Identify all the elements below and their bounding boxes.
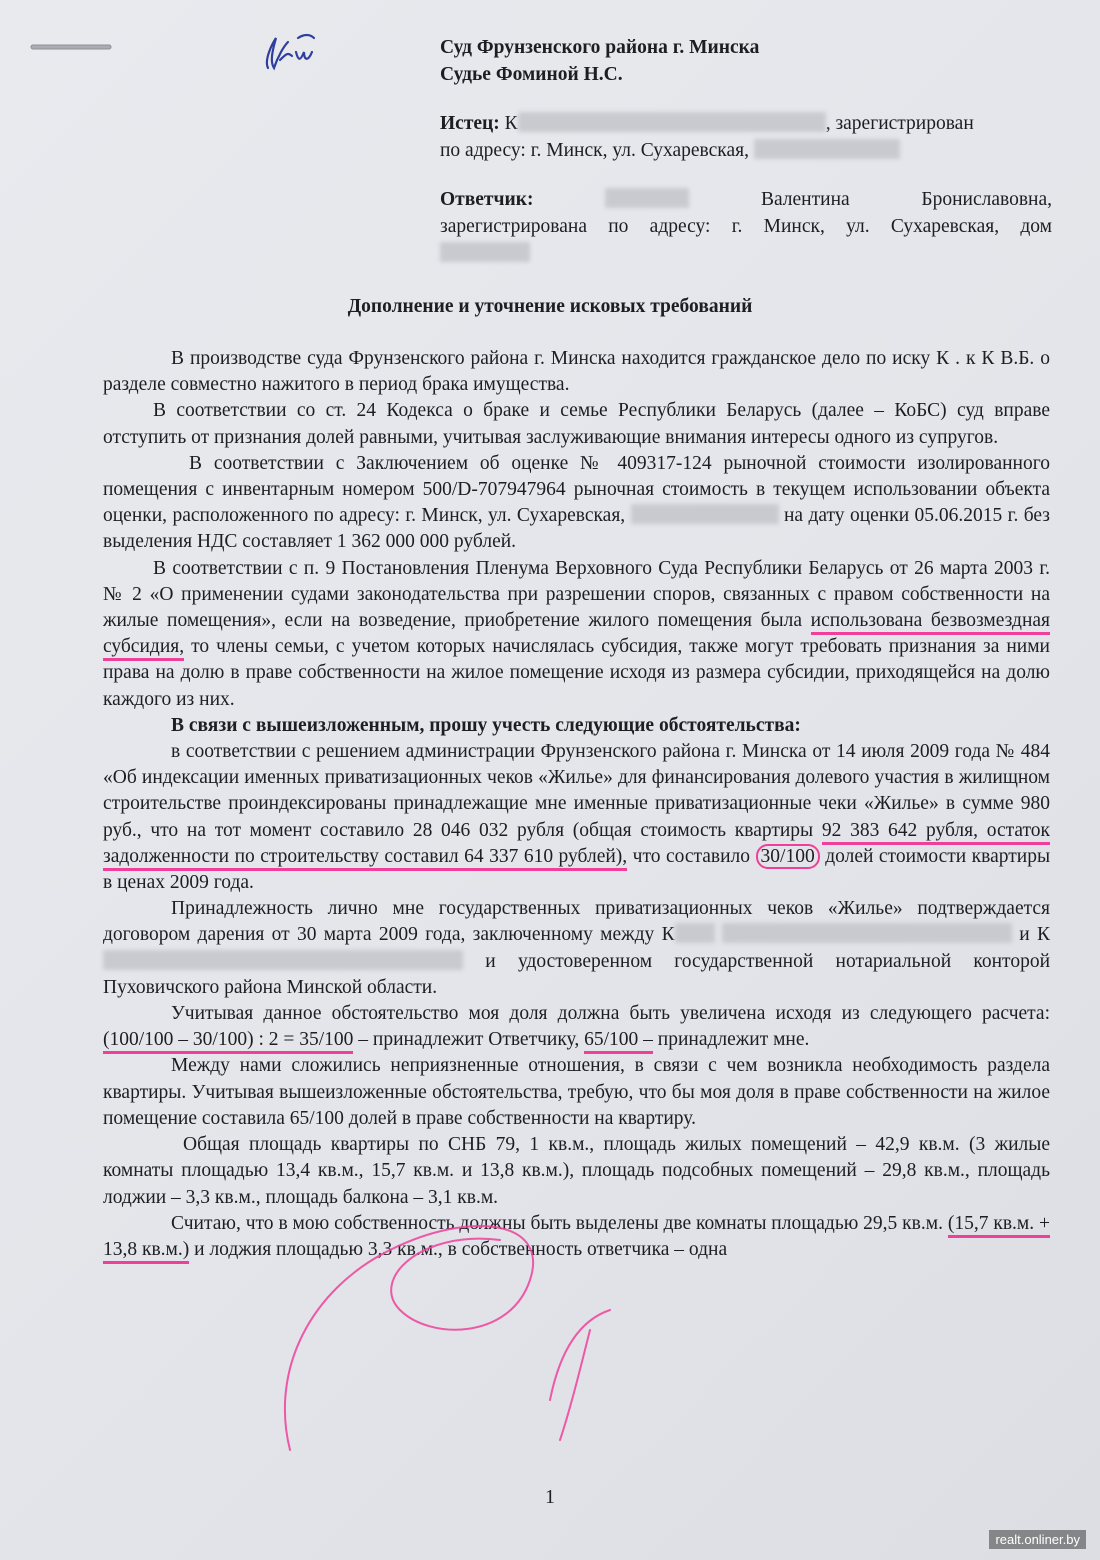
highlight-apartment-cost: 92 383 642 рубля, остаток задолженности по строительству составил 64 337 610 рублей), [103, 820, 1050, 871]
paragraph-6-text-c: долей стоимости квартиры в ценах 2009 года. [103, 845, 1051, 894]
redacted-defendant-house [440, 242, 530, 262]
document-body [103, 346, 1050, 1263]
plaintiff-label: Истец: [440, 113, 500, 134]
defendant-line [440, 186, 1052, 213]
paragraph-5-bold: В связи с вышеизложенным, прошу учесть следующие обстоятельства: [171, 714, 801, 736]
paragraph-3-text: В соответствии с Заключением об оценке № 409317-124 рыночной стоимости изолированного помещения с инвентарным номером 500/D-707947964 рыночная стоимость в текущем использовании объекта оценки, расположенного по адресу: г. Минск, ул. Сухаревская, [103, 452, 1050, 527]
document-title: Дополнение и уточнение исковых требований [347, 296, 753, 317]
highlight-share-65: 65/100 – [584, 1029, 653, 1054]
plaintiff-line [440, 110, 1052, 137]
paragraph-4-text-a: В соответствии с п. 9 Постановления Пленума Верховного Суда Республики Беларусь от 26 марта 2003 г. № 2 «О применении судами законодательства при разрешении споров, связанных с правом собственности на жилые помещения», если на возведение, приобретение жилого помещения была [103, 557, 1050, 632]
paragraph-6-text-a: в соответствии с решением администрации Фрунзенского района г. Минска от 14 июля 2009 года № 484 «Об индексации именных приватизационных чеков «Жилье» для финансирования долевого участия в жилищном строительстве проиндексированы принадлежащие мне именные приватизационные чеки «Жилье» в сумме 980 руб., что на тот момент составило 28 046 032 рубля (общая стоимость квартиры [103, 741, 1050, 841]
highlight-rooms: (15,7 кв.м. + 13,8 кв.м.) [103, 1213, 1050, 1264]
paragraph-7 [103, 896, 1050, 1001]
staple-icon [30, 44, 112, 50]
paragraph-8-text-b: – принадлежит Ответчику, [358, 1029, 580, 1051]
highlight-calculation: (100/100 – 30/100) : 2 = 35/100 [103, 1029, 353, 1054]
page-number: 1 [545, 1486, 555, 1508]
paragraph-8 [103, 1001, 1050, 1053]
redacted-defendant-surname [605, 188, 689, 208]
paragraph-7-text-b: и К [1019, 924, 1050, 946]
paragraph-6-text-b: что составило [632, 845, 751, 867]
defendant-label: Ответчик: [440, 189, 534, 210]
redacted-name-1 [675, 923, 715, 943]
highlight-subsidy: использована безвозмездная субсидия, [103, 610, 1050, 661]
watermark: realt.onliner.by [989, 1530, 1086, 1549]
defendant-address: зарегистрирована по адресу: г. Минск, ул. Сухаревская, дом [440, 216, 1052, 237]
redacted-name-3 [103, 950, 463, 970]
plaintiff-registered: , зарегистрирован [825, 113, 974, 134]
plaintiff-address: по адресу: г. Минск, ул. Сухаревская, [440, 140, 749, 161]
paragraph-6 [103, 739, 1050, 896]
redacted-name-2 [722, 923, 1012, 943]
addressee-block [440, 34, 1052, 267]
paragraph-4 [103, 556, 1050, 713]
paragraph-11-text-a: Считаю, что в мою собственность должны быть выделены две комнаты площадью 29,5 кв.м. [171, 1212, 943, 1234]
defendant-name: Валентина Бронислaвовна, [760, 189, 1052, 210]
paragraph-3 [103, 451, 1050, 556]
court-name: Суд Фрунзенского района г. Минска [440, 37, 760, 58]
redacted-plaintiff-name [518, 112, 826, 132]
paragraph-1: В производстве суда Фрунзенского района г. Минска находится гражданское дело по иску К . к К В.Б. о разделе совместно нажитого в период брака имущества. [103, 348, 1050, 396]
paragraph-10: Общая площадь квартиры по СНБ 79, 1 кв.м., площадь жилых помещений – 42,9 кв.м. (3 жилые комнаты площадью 13,4 кв.м., 15,7 кв.м. и 13,8 кв.м.), площадь подсобных помещений – 29,8 кв.м., площадь лоджии – 3,3 кв.м., площадь балкона – 3,1 кв.м. [103, 1134, 1050, 1208]
plaintiff-address-line [440, 137, 1052, 164]
paragraph-7-text-a: Принадлежность лично мне государственных приватизационных чеков «Жилье» подтверждается договором дарения от 30 марта 2009 года, заключенному между К [103, 898, 1050, 946]
defendant-address-redacted [440, 240, 1052, 267]
paragraph-11-text-b: и лоджия площадью 3,3 кв.м., в собственность ответчика – одна [194, 1238, 728, 1260]
circled-share-30: 30/100 [756, 844, 820, 869]
paragraph-2: В соответствии со ст. 24 Кодекса о браке и семье Республики Беларусь (далее – КоБС) суд вправе отступить от признания долей равными, учитывая заслуживающие внимания интересы одного из супругов. [103, 400, 1050, 448]
paragraph-9: Между нами сложились неприязненные отношения, в связи с чем возникла необходимость раздела квартиры. Учитывая вышеизложенные обстоятельства, требую, что бы моя доля в праве собственности на жилое помещение составила 65/100 долей в праве собственности на квартиру. [103, 1055, 1050, 1129]
redacted-apartment-address [631, 504, 779, 524]
paragraph-3-tail: на дату оценки 05.06.2015 г. без выделения НДС составляет 1 362 000 000 рублей. [103, 505, 1051, 553]
paragraph-7-text-c: и удостоверенном государственной нотариальной конторой Пуховичского района Минской области. [103, 950, 1051, 998]
plaintiff-initial: К [504, 113, 518, 134]
paragraph-8-text-a: Учитывая данное обстоятельство моя доля должна быть увеличена исходя из следующего расчета: [171, 1003, 1050, 1025]
handwritten-initials-icon [258, 30, 328, 74]
paragraph-4-text-b: то члены семьи, с учетом которых начислялась субсидия, также могут требовать признания за ними права на долю в праве собственности на жилое помещение исходя из размера субсидии, приходящейся на долю каждого из них. [103, 636, 1050, 710]
paragraph-8-text-c: принадлежит мне. [657, 1029, 810, 1051]
redacted-plaintiff-address [754, 139, 900, 159]
judge-name: Судье Фоминой Н.С. [440, 64, 623, 85]
paragraph-11 [103, 1211, 1050, 1263]
